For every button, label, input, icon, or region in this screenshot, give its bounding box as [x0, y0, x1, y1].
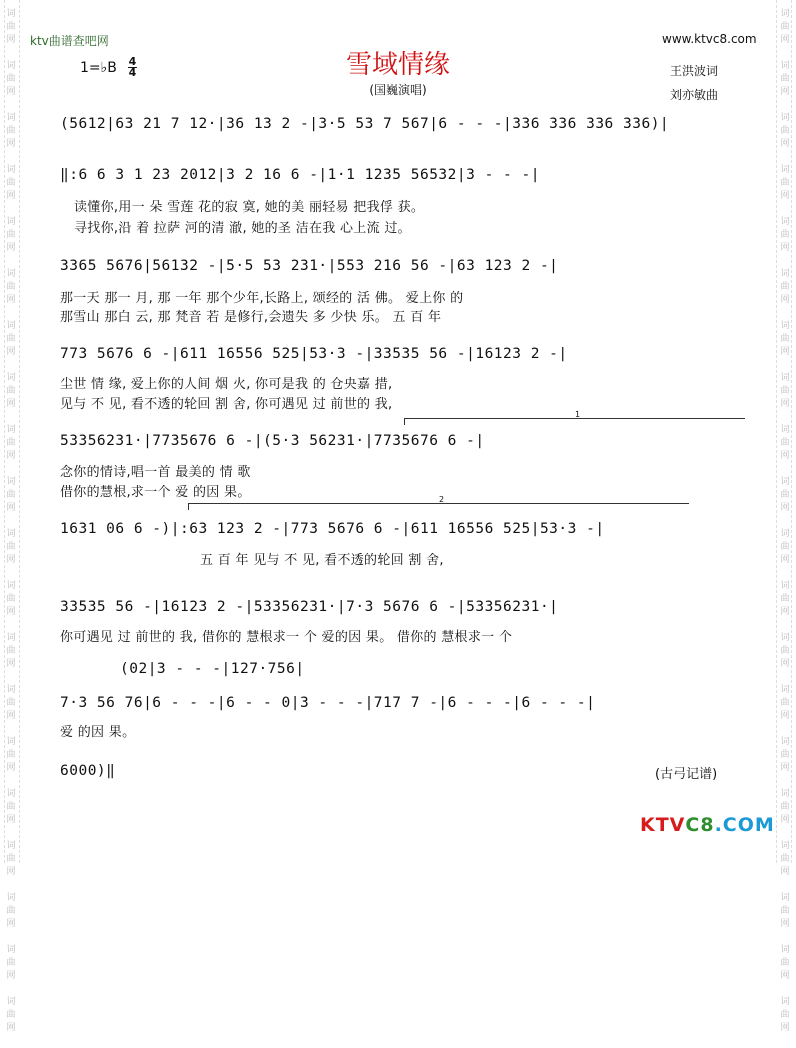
notation-row-5: 53356231·|7735676 6 -|(5·3 56231·|7735676 6 -| — [60, 433, 485, 449]
volta-bracket-1 — [404, 410, 745, 425]
notation-row-6: 1631 06 6 -)|:63 123 2 -|773 5676 6 -|611 16556 525|53·3 -| — [60, 521, 605, 537]
notation-row-9: 7·3 56 76|6 - - -|6 - - 0|3 - - -|717 7 -|6 - - -|6 - - -| — [60, 695, 596, 711]
singer-note: (国巍演唱) — [369, 83, 427, 97]
logo-com: .COM — [714, 814, 775, 836]
notation-row-8: (02|3 - - -|127·756| — [120, 661, 305, 677]
notation-row-1: (5612|63 21 7 12·|36 13 2 -|3·5 53 7 567|6 - - -|336 336 336 336)| — [60, 116, 670, 132]
lyric-row-3-verse-1: 那一天 那一 月, 那 一年 那个少年,长路上, 颂经的 活 佛。 爱上你 的 — [60, 291, 464, 306]
notation-row-4: 773 5676 6 -|611 16556 525|53·3 -|33535 56 -|16123 2 -| — [60, 346, 568, 362]
lyric-row-9: 爱 的因 果。 — [60, 725, 136, 740]
notation-row-7: 33535 56 -|16123 2 -|53356231·|7·3 5676 6 -|53356231·| — [60, 599, 559, 615]
volta-1-label: 1 — [575, 410, 581, 419]
volta-bracket-2 — [188, 495, 689, 510]
lyric-row-3-verse-2: 那雪山 那白 云, 那 梵音 若 是修行,会遗失 多 少快 乐。 五 百 年 — [60, 310, 442, 325]
logo-c8: C8 — [685, 814, 715, 836]
volta-2-label: 2 — [439, 495, 445, 504]
lyric-row-2-verse-2: 寻找你,沿 着 拉萨 河的清 澈, 她的圣 洁在我 心上流 过。 — [74, 221, 411, 236]
lyric-row-4-verse-2: 见与 不 见, 看不透的轮回 割 舍, 你可遇见 过 前世的 我, — [60, 397, 393, 412]
logo-ktv: KTV — [640, 814, 686, 836]
site-watermark-right[interactable]: www.ktvc8.com — [662, 32, 757, 46]
lyric-row-5-verse-2: 借你的慧根,求一个 爱 的因 果。 — [60, 485, 251, 500]
lyric-row-6: 五 百 年 见与 不 见, 看不透的轮回 割 舍, — [200, 553, 444, 568]
lyric-row-5-verse-1: 念你的情诗,唱一首 最美的 情 歌 — [60, 465, 251, 480]
composer: 刘亦敏曲 — [670, 88, 719, 102]
lyric-row-4-verse-1: 尘世 情 缘, 爱上你的人间 烟 火, 你可是我 的 仓央嘉 措, — [60, 377, 393, 392]
notation-row-2: ‖:6 6 3 1 23 2012|3 2 16 6 -|1·1 1235 56532|3 - - -| — [60, 167, 540, 183]
right-watermark: 词 曲 网 词 曲 网 词 曲 网 词 曲 网 词 曲 网 词 曲 网 词 曲 网 词 曲 网 词 曲 网 词 曲 网 词 曲 网 词 曲 网 词 曲 网 词 曲 网 词 曲 网 词 曲 网 词 曲 网 词 曲 网 词 曲 网 词 曲 网 — [780, 9, 790, 1033]
site-logo[interactable] — [640, 814, 775, 836]
lyric-row-7: 你可遇见 过 前世的 我, 借你的 慧根求一 个 爱的因 果。 借你的 慧根求一 个 — [60, 630, 513, 645]
lyric-row-2-verse-1: 读懂你,用一 朵 雪莲 花的寂 寞, 她的美 丽轻易 把我俘 获。 — [74, 200, 425, 215]
key-signature: 1=♭B — [80, 60, 117, 76]
left-watermark: 词 曲 网 词 曲 网 词 曲 网 词 曲 网 词 曲 网 词 曲 网 词 曲 网 词 曲 网 词 曲 网 词 曲 网 词 曲 网 词 曲 网 词 曲 网 词 曲 网 词 曲 网 词 曲 网 词 曲 网 词 曲 网 词 曲 网 词 曲 网 — [6, 9, 16, 1033]
notation-row-10: 6000)‖ — [60, 763, 116, 779]
notation-row-3: 3365 5676|56132 -|5·5 53 231·|553 216 56 -|63 123 2 -| — [60, 258, 559, 274]
lyricist: 王洪波词 — [670, 64, 719, 78]
site-watermark-left[interactable]: ktv曲谱查吧网 — [30, 34, 109, 48]
transcriber-credit: (古弓记谱) — [655, 767, 718, 782]
song-title: 雪域情缘 — [345, 50, 450, 80]
time-denominator: 4 — [128, 66, 137, 79]
time-numerator: 4 — [128, 55, 137, 68]
